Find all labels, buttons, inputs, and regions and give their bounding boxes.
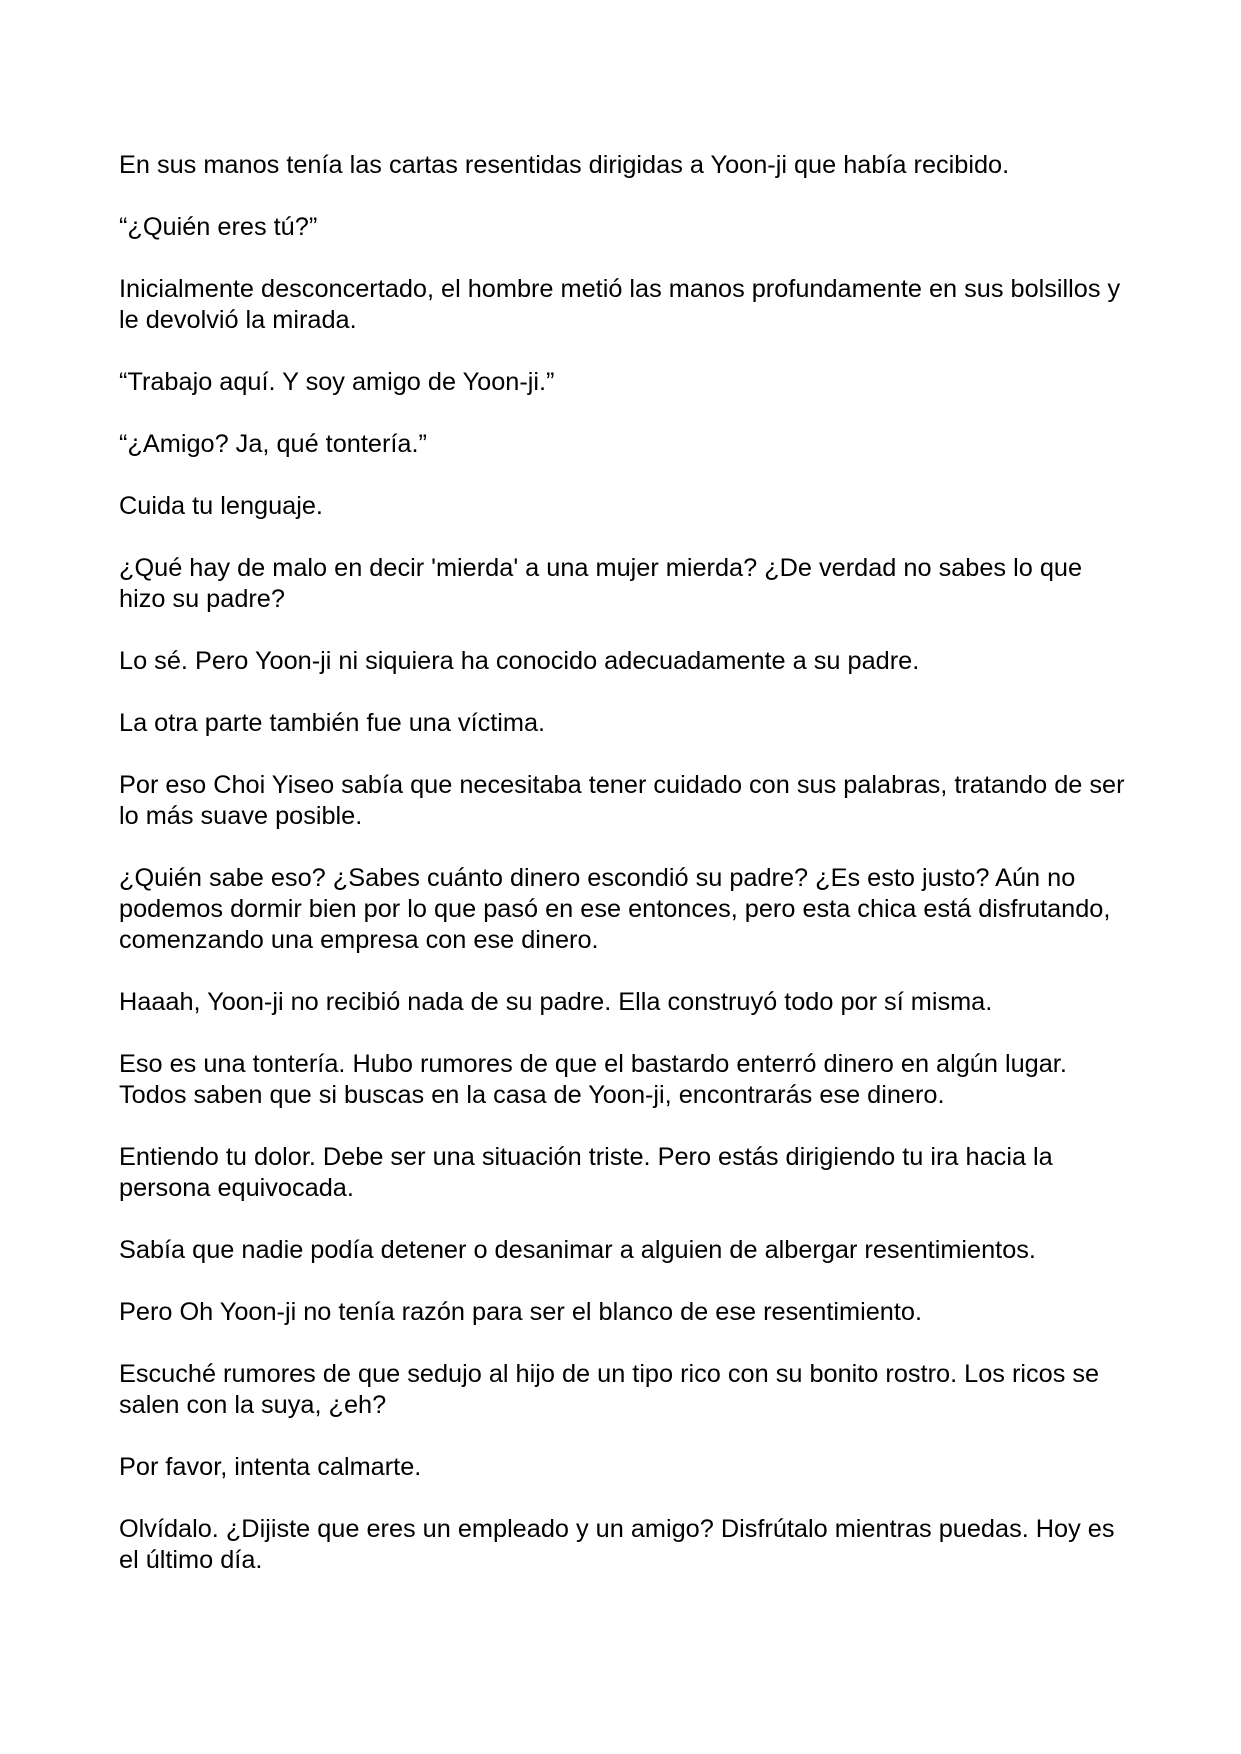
paragraph: Por eso Choi Yiseo sabía que necesitaba tener cuidado con sus palabras, tratando de ser lo más suave posible. (119, 771, 1125, 830)
document-body (119, 150, 1129, 1607)
paragraph: “¿Amigo? Ja, qué tontería.” (119, 430, 427, 458)
paragraph: “¿Quién eres tú?” (119, 213, 318, 241)
paragraph: Lo sé. Pero Yoon-ji ni siquiera ha conocido adecuadamente a su padre. (119, 647, 920, 675)
paragraph: En sus manos tenía las cartas resentidas dirigidas a Yoon-ji que había recibido. (119, 151, 1010, 179)
paragraph: “Trabajo aquí. Y soy amigo de Yoon-ji.” (119, 368, 555, 396)
paragraph: Haaah, Yoon-ji no recibió nada de su padre. Ella construyó todo por sí misma. (119, 988, 993, 1016)
paragraph: ¿Qué hay de malo en decir 'mierda' a una mujer mierda? ¿De verdad no sabes lo que hizo su padre? (119, 554, 1083, 613)
paragraph: Eso es una tontería. Hubo rumores de que el bastardo enterró dinero en algún lugar. Todos saben que si buscas en la casa de Yoon-ji, encontrarás ese dinero. (119, 1050, 1067, 1109)
paragraph: Sabía que nadie podía detener o desanimar a alguien de albergar resentimientos. (119, 1236, 1036, 1264)
paragraph: Entiendo tu dolor. Debe ser una situación triste. Pero estás dirigiendo tu ira hacia la persona equivocada. (119, 1143, 1053, 1202)
paragraph: ¿Quién sabe eso? ¿Sabes cuánto dinero escondió su padre? ¿Es esto justo? Aún no podemos dormir bien por lo que pasó en ese entonces, pero esta chica está disfrutando, comenzando una empresa con ese dinero. (119, 864, 1111, 954)
paragraph: Cuida tu lenguaje. (119, 492, 323, 520)
paragraph: Pero Oh Yoon-ji no tenía razón para ser el blanco de ese resentimiento. (119, 1298, 922, 1326)
paragraph: Por favor, intenta calmarte. (119, 1453, 422, 1481)
paragraph: Inicialmente desconcertado, el hombre metió las manos profundamente en sus bolsillos y le devolvió la mirada. (119, 275, 1121, 334)
paragraph: Escuché rumores de que sedujo al hijo de un tipo rico con su bonito rostro. Los ricos se salen con la suya, ¿eh? (119, 1360, 1100, 1419)
paragraph: Olvídalo. ¿Dijiste que eres un empleado y un amigo? Disfrútalo mientras puedas. Hoy es el último día. (119, 1515, 1115, 1574)
paragraph: La otra parte también fue una víctima. (119, 709, 546, 737)
